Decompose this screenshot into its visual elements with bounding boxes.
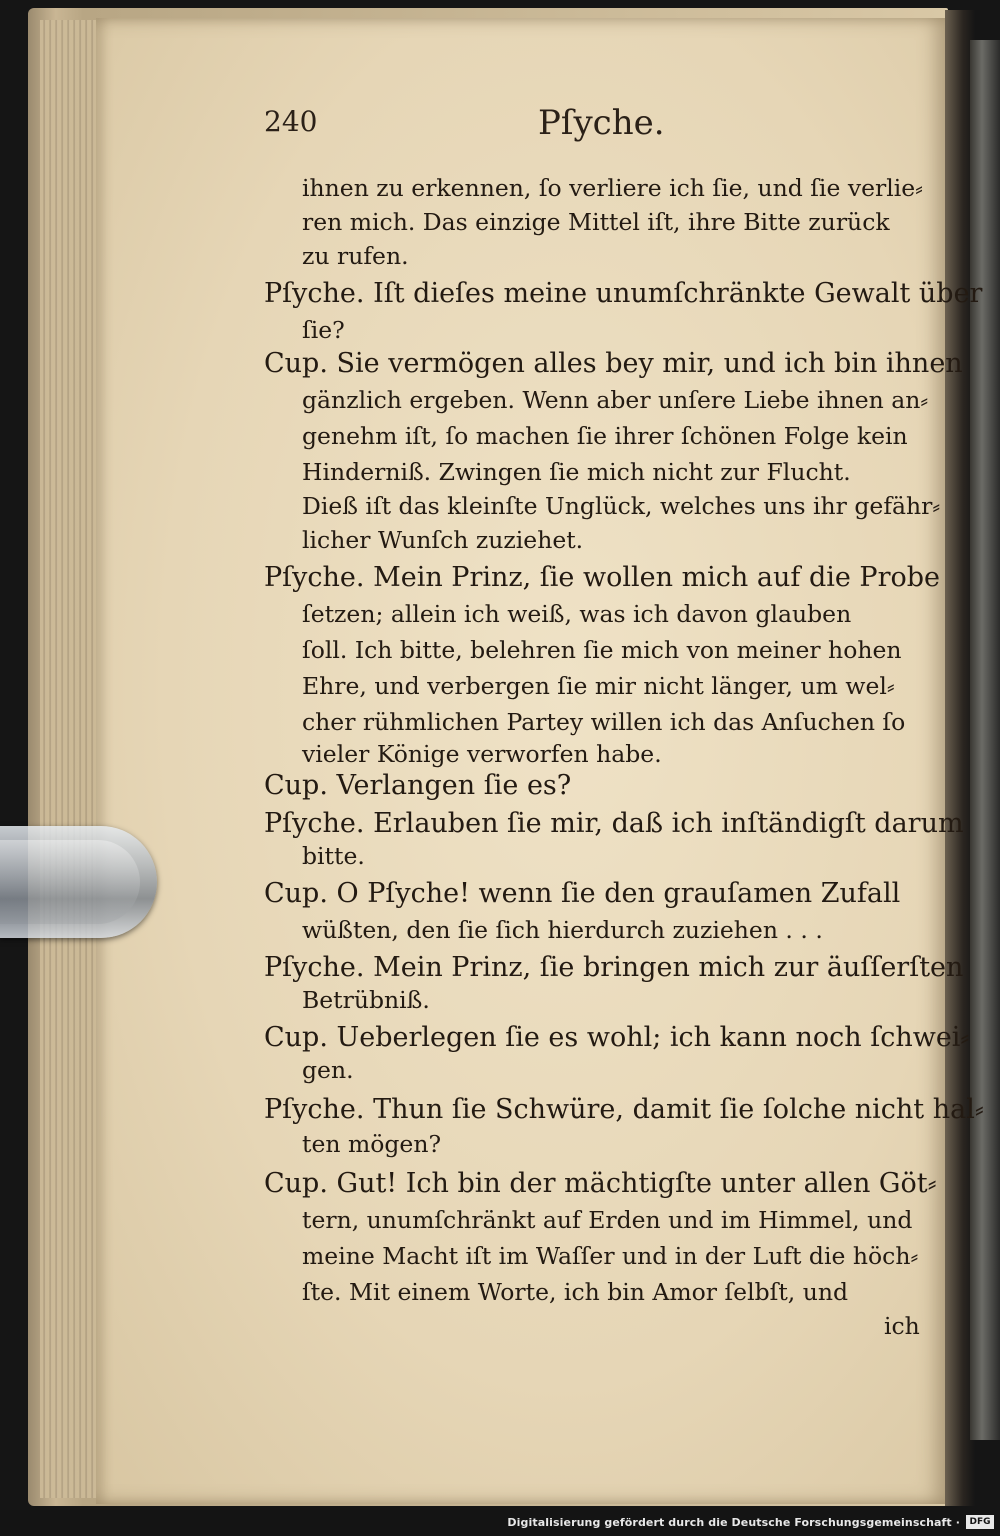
text-line: Pſyche. Erlauben ſie mir, daß ich inſtändigſt darum [264,808,964,839]
text-line: Cup. Ueberlegen ſie es wohl; ich kann noch ſchwei⸗ [264,1022,970,1053]
text-line: ren mich. Das einzige Mittel iſt, ihre Bitte zurück [302,208,890,236]
text-line: vieler Könige verworfen habe. [302,740,662,768]
text-line: gen. [302,1056,354,1084]
right-page-edge [970,40,1000,1440]
text-line: Cup. Verlangen ſie es? [264,770,572,801]
text-line: Ehre, und verbergen ſie mir nicht länger, um wel⸗ [302,672,895,700]
page-clip [0,826,157,938]
text-line: meine Macht iſt im Waſſer und in der Luft die höch⸗ [302,1242,919,1270]
text-line: Pſyche. Iſt dieſes meine unumſchränkte Gewalt über [264,278,983,309]
dfg-logo: DFG [966,1515,994,1529]
text-line: ſie? [302,316,345,344]
text-line: wüßten, den ſie ſich hierdurch zuziehen . . . [302,916,823,944]
page-number: 240 [264,105,318,138]
text-line: genehm iſt, ſo machen ſie ihrer ſchönen Folge kein [302,422,908,450]
text-line: ihnen zu erkennen, ſo verliere ich ſie, und ſie verlie⸗ [302,174,924,202]
text-line: cher rühmlichen Partey willen ich das Anſuchen ſo [302,708,906,736]
text-line: Pſyche. Thun ſie Schwüre, damit ſie ſolche nicht hal⸗ [264,1094,984,1125]
page-header [264,105,919,145]
text-line: Hinderniß. Zwingen ſie mich nicht zur Flucht. [302,458,851,486]
text-line: Pſyche. Mein Prinz, ſie bringen mich zur äuſſerſten [264,952,964,983]
text-line: Cup. O Pſyche! wenn ſie den grauſamen Zufall [264,878,901,909]
text-line: Cup. Sie vermögen alles bey mir, und ich bin ihnen [264,348,963,379]
text-line: ſte. Mit einem Worte, ich bin Amor ſelbſt, und [302,1278,849,1306]
text-line: zu rufen. [302,242,409,270]
text-line: Pſyche. Mein Prinz, ſie wollen mich auf die Probe [264,562,941,593]
footer-bar [0,1510,1000,1536]
text-line: licher Wunſch zuziehet. [302,526,584,554]
text-line: ten mögen? [302,1130,442,1158]
text-line: tern, unumſchränkt auf Erden und im Himmel, und [302,1206,913,1234]
text-line: gänzlich ergeben. Wenn aber unſere Liebe ihnen an⸗ [302,386,929,414]
page-clip-highlight [0,840,140,924]
running-title: Pſyche. [538,103,665,143]
funding-credit: Digitalisierung gefördert durch die Deutsche Forschungsgemeinschaft · [507,1516,960,1529]
text-line: Betrübniß. [302,986,430,1014]
text-line: ſoll. Ich bitte, belehren ſie mich von meiner hohen [302,636,902,664]
page-edges [40,20,100,1498]
text-line: Cup. Gut! Ich bin der mächtigſte unter allen Göt⸗ [264,1168,937,1199]
text-line: bitte. [302,842,365,870]
text-line: ich [884,1312,920,1340]
text-line: ſetzen; allein ich weiß, was ich davon glauben [302,600,852,628]
text-line: Dieß iſt das kleinſte Unglück, welches uns ihr gefähr⸗ [302,492,941,520]
